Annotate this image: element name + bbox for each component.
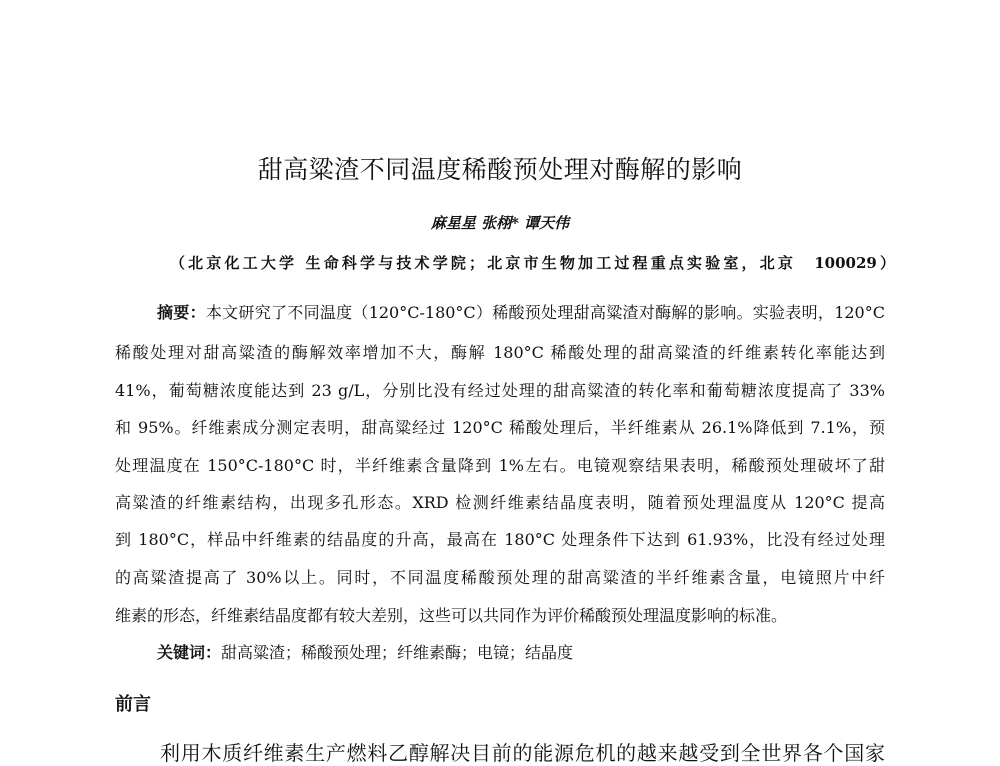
abstract-line [157, 303, 885, 323]
keywords-text: 甜高粱渣；稀酸预处理；纤维素酶；电镜；结晶度 [221, 643, 574, 662]
abstract-line: 稀酸处理对甜高粱渣的酶解效率增加不大，酶解 180°C 稀酸处理的甜高粱渣的纤维素转化率能达到 [115, 343, 885, 362]
affiliation: （北京化工大学 生命科学与技术学院；北京市生物加工过程重点实验室，北京 100029） [170, 254, 895, 272]
section-heading-intro: 前言 [115, 694, 151, 715]
keywords-label: 关键词： [157, 643, 222, 662]
abstract-line: 维素的形态，纤维素结晶度都有较大差别，这些可以共同作为评价稀酸预处理温度影响的标准。 [115, 606, 788, 625]
abstract-line: 的高粱渣提高了 30%以上。同时，不同温度稀酸预处理的甜高粱渣的半纤维素含量，电镜照片中纤 [115, 568, 885, 587]
paper-title: 甜高粱渣不同温度稀酸预处理对酶解的影响 [257, 155, 743, 184]
abstract-line: 高粱渣的纤维素结构，出现多孔形态。XRD 检测纤维素结晶度表明，随着预处理温度从 120°C 提高 [115, 493, 885, 512]
abstract-label: 摘要： [157, 303, 206, 322]
intro-paragraph: 利用木质纤维素生产燃料乙醇解决目前的能源危机的越来越受到全世界各个国家 [160, 741, 885, 765]
abstract-line: 41%，葡萄糖浓度能达到 23 g/L，分别比没有经过处理的甜高粱渣的转化率和葡萄糖浓度提高了 33% [115, 381, 885, 400]
abstract-text: 本文研究了不同温度（120°C-180°C）稀酸预处理甜高粱渣对酶解的影响。实验表明，120°C [205, 303, 885, 322]
abstract-line: 处理温度在 150°C-180°C 时，半纤维素含量降到 1%左右。电镜观察结果表明，稀酸预处理破坏了甜 [115, 456, 885, 475]
authors: 麻星星 张栩* 谭天伟 [430, 214, 570, 232]
abstract-line: 到 180°C，样品中纤维素的结晶度的升高，最高在 180°C 处理条件下达到 61.93%，比没有经过处理 [115, 530, 885, 549]
keywords [157, 640, 573, 663]
abstract-line: 和 95%。纤维素成分测定表明，甜高粱经过 120°C 稀酸处理后，半纤维素从 26.1%降低到 7.1%，预 [115, 418, 885, 437]
